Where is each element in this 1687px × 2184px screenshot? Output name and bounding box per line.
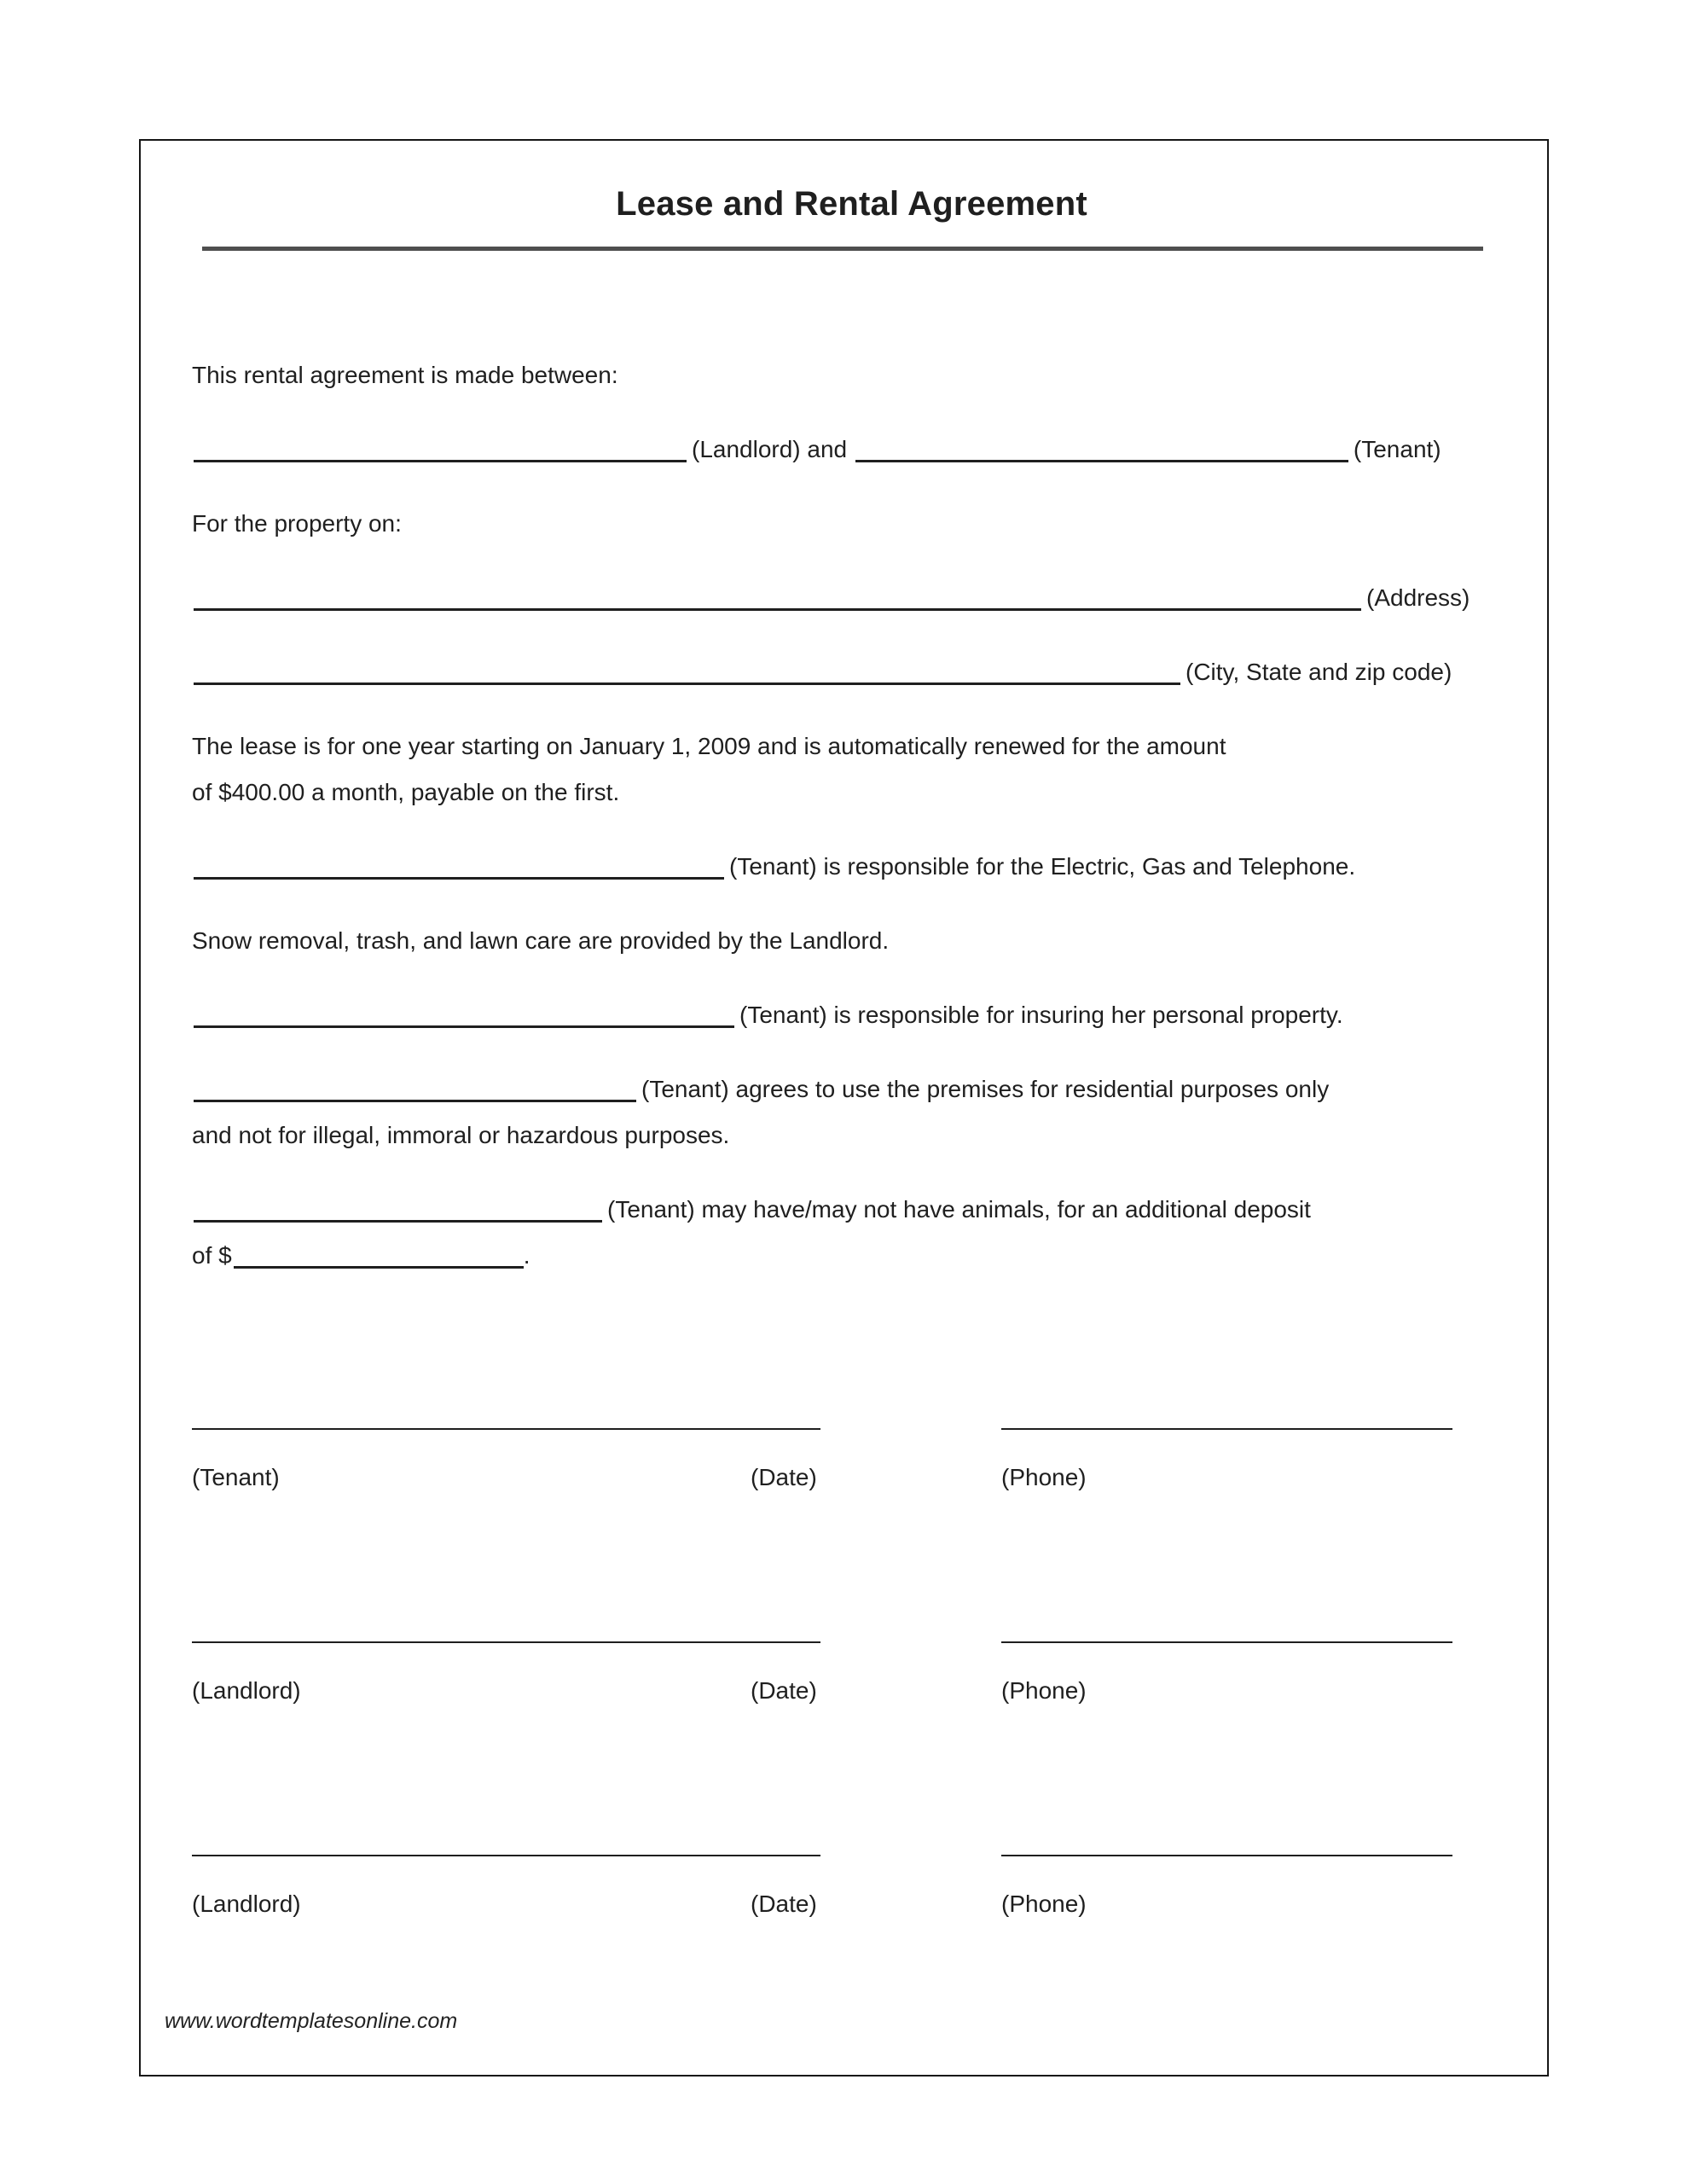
utilities-tenant-blank [194, 854, 724, 880]
city-state-zip-blank [194, 659, 1180, 685]
website-footer: www.wordtemplatesonline.com [165, 2009, 458, 2033]
phone-label: (Phone) [1001, 1891, 1087, 1917]
intro-text: This rental agreement is made between: [192, 362, 618, 388]
residential-line1 [192, 1066, 1511, 1112]
landlord-signature-line [192, 1855, 820, 1856]
document-title: Lease and Rental Agreement [616, 185, 1087, 223]
utilities-text: (Tenant) is responsible for the Electric, Gas and Telephone. [729, 853, 1356, 880]
residential-text1: (Tenant) agrees to use the premises for residential purposes only [641, 1076, 1330, 1102]
page-border [139, 139, 1549, 2077]
agreement-body [192, 352, 1511, 1279]
title-divider [202, 247, 1483, 251]
tenant-signature-line [192, 1428, 820, 1430]
landlord-signature-line [192, 1641, 820, 1643]
insurance-text: (Tenant) is responsible for insuring her personal property. [739, 1002, 1343, 1028]
deposit-period: . [523, 1242, 530, 1269]
tenant-phone-line [1001, 1428, 1452, 1430]
date-label: (Date) [751, 1464, 817, 1490]
tenant-label: (Tenant) [1353, 436, 1441, 462]
landlord-name-blank [194, 437, 687, 462]
signer-label: (Tenant) [192, 1464, 280, 1490]
residential-tenant-blank [194, 1077, 636, 1102]
landlord-phone-line [1001, 1855, 1452, 1856]
signature-block-landlord-1 [192, 1641, 1511, 1708]
deposit-prefix: of $ [192, 1242, 232, 1269]
phone-label: (Phone) [1001, 1464, 1087, 1490]
city-state-zip-label: (City, State and zip code) [1186, 659, 1452, 685]
deposit-amount-blank [234, 1243, 524, 1269]
signature-lines-row [192, 1641, 1511, 1643]
lease-terms-line1: The lease is for one year starting on January 1, 2009 and is automatically renewed for the amount [192, 733, 1226, 759]
signature-block-landlord-2 [192, 1855, 1511, 1921]
address-label: (Address) [1366, 584, 1470, 611]
insurance-line [192, 992, 1511, 1038]
landlord-phone-line [1001, 1641, 1452, 1643]
animals-text: (Tenant) may have/may not have animals, for an additional deposit [607, 1196, 1311, 1223]
signer-label: (Landlord) [192, 1677, 301, 1704]
date-label: (Date) [751, 1891, 817, 1917]
date-label: (Date) [751, 1677, 817, 1704]
address-blank [194, 585, 1361, 611]
phone-label: (Phone) [1001, 1677, 1087, 1704]
deposit-line [192, 1233, 1511, 1279]
lease-terms-line2: of $400.00 a month, payable on the first. [192, 779, 620, 805]
signature-labels-row [192, 1887, 1511, 1921]
parties-line [192, 427, 1511, 473]
signature-section [192, 1428, 1511, 1921]
signature-labels-row [192, 1461, 1511, 1495]
address-line [192, 575, 1511, 621]
tenant-name-blank [855, 437, 1348, 462]
signature-block-tenant [192, 1428, 1511, 1495]
utilities-line [192, 844, 1511, 890]
residential-line2: and not for illegal, immoral or hazardous purposes. [192, 1122, 730, 1148]
signature-lines-row [192, 1855, 1511, 1856]
animals-line1 [192, 1187, 1511, 1233]
insurance-tenant-blank [194, 1002, 734, 1028]
signature-labels-row [192, 1674, 1511, 1708]
landlord-provides-text: Snow removal, trash, and lawn care are provided by the Landlord. [192, 927, 890, 954]
signature-lines-row [192, 1428, 1511, 1430]
signer-label: (Landlord) [192, 1891, 301, 1917]
animals-tenant-blank [194, 1197, 602, 1223]
property-intro-text: For the property on: [192, 510, 402, 537]
city-line [192, 649, 1511, 695]
page-content [141, 141, 1547, 2075]
landlord-label: (Landlord) and [692, 436, 848, 462]
